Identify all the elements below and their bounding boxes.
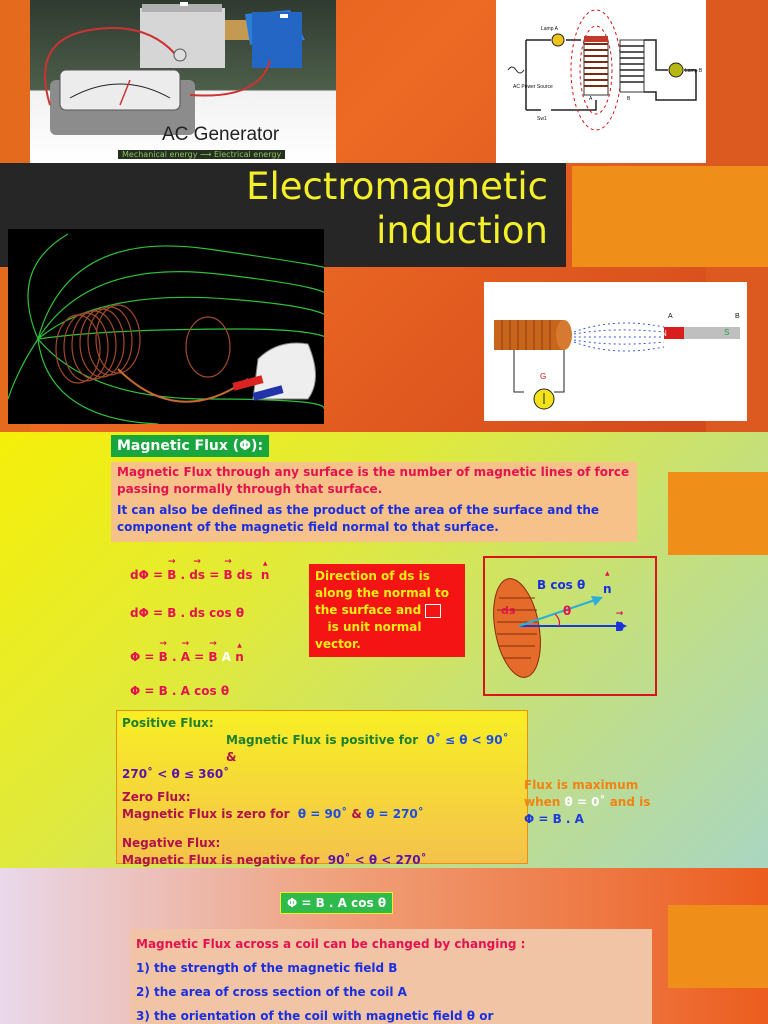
- list-item-text: 3) the orientation of the coil with magnetic field θ: [136, 1009, 476, 1023]
- direction-note-line1: Direction of ds is along the normal to the surface and: [315, 569, 449, 617]
- ac-generator-subcaption: Mechanical energy ⟶ Electrical energy: [118, 150, 285, 159]
- equation-2: dΦ = B . ds cos θ: [130, 606, 245, 620]
- zero-amp: &: [351, 807, 362, 821]
- zero-flux-title: Zero Flux:: [122, 790, 191, 804]
- theta-label: θ: [563, 604, 572, 618]
- negative-flux-title: Negative Flux:: [122, 836, 221, 850]
- negative-flux-line: [122, 852, 522, 868]
- b-vector-label: → B: [615, 620, 624, 634]
- magnet-s-label: S: [724, 328, 730, 337]
- equation-4: Φ = B . A cos θ: [130, 684, 230, 698]
- coil-label-b: B: [735, 313, 740, 320]
- flux-max-line1: Flux is maximum: [524, 778, 639, 792]
- orange-accent-block: [668, 905, 768, 988]
- flux-formula-badge: Φ = B . A cos θ: [280, 892, 393, 914]
- title-line-2: induction: [376, 209, 548, 252]
- unit-normal-symbol: [425, 604, 441, 618]
- slide-flux-change: [0, 868, 768, 1024]
- bcos-label: B cos θ: [537, 578, 586, 592]
- positive-flux-line: [122, 732, 522, 766]
- positive-amp: &: [226, 750, 237, 764]
- magnetic-field-image: [8, 229, 324, 424]
- positive-flux-title: Positive Flux:: [122, 716, 214, 730]
- or-word: or: [479, 1009, 494, 1023]
- flux-definition-2: It can also be defined as the product of the area of the surface and the component of the magnetic field normal to that surface.: [117, 503, 600, 534]
- flux-definition-1: Magnetic Flux through any surface is the number of magnetic lines of force passing normally through that surface.: [117, 465, 630, 496]
- flux-change-list: [130, 929, 652, 1024]
- flux-change-intro: Magnetic Flux across a coil can be changed by changing :: [136, 937, 526, 951]
- positive-range-2: 270˚ < θ ≤ 360˚: [122, 767, 230, 781]
- zero-value-1: θ = 90˚: [297, 807, 348, 821]
- lamp-a-label: Lamp A: [541, 26, 558, 32]
- flux-definition-box: [111, 462, 637, 542]
- direction-note-line2: is unit normal vector.: [315, 620, 422, 651]
- flux-max-formula: Φ = B . A: [524, 812, 584, 826]
- ac-generator-image: [30, 0, 336, 163]
- positive-range-1: 0˚ ≤ θ < 90˚: [426, 733, 509, 747]
- list-item: 2) the area of cross section of the coil A: [136, 985, 407, 999]
- coil-label-a: A: [668, 313, 673, 320]
- flux-max-when: when: [524, 795, 561, 809]
- list-item: [136, 1004, 646, 1024]
- orange-accent-block: [572, 166, 768, 267]
- equation-3: Φ = → B . → A = → B A ▲ n: [130, 650, 244, 664]
- ds-label: ds: [501, 604, 516, 617]
- coil-magnet-image: [484, 282, 747, 421]
- positive-flux-text: Magnetic Flux is positive for: [226, 733, 419, 747]
- list-item: 1) the strength of the magnetic field B: [136, 961, 398, 975]
- zero-flux-text: Magnetic Flux is zero for: [122, 807, 290, 821]
- title-line-1: Electromagnetic: [246, 165, 548, 208]
- lamp-b-label: Lamp B: [685, 68, 703, 74]
- slide-magnetic-flux: [0, 432, 768, 868]
- lamp-circuit-diagram: [496, 0, 706, 163]
- magnet-n-label: N: [661, 329, 667, 338]
- coil-b-label: B: [627, 96, 631, 102]
- flux-vector-diagram: [483, 556, 657, 696]
- negative-range: 90˚ < θ < 270˚: [327, 853, 427, 867]
- lamp-circuit-image: [496, 0, 706, 163]
- zero-value-2: θ = 270˚: [366, 807, 424, 821]
- ac-source-label: AC Power Source: [513, 84, 553, 90]
- negative-flux-text: Magnetic Flux is negative for: [122, 853, 320, 867]
- flux-max-line2: [524, 794, 650, 811]
- equation-1: dΦ = → B . → ds = → B ds ▲ n: [130, 568, 269, 582]
- flux-cases-box: [116, 710, 528, 867]
- switch-label: Sw1: [537, 116, 547, 122]
- galvanometer-label: G: [540, 372, 547, 381]
- coil-magnet-diagram: [484, 282, 747, 421]
- flux-max-andis: and is: [609, 795, 651, 809]
- flux-max-theta: θ = 0˚: [564, 795, 606, 809]
- slide-title: [0, 0, 768, 432]
- field-lines-illustration: [8, 229, 324, 424]
- ac-generator-caption: AC Generator: [162, 124, 280, 145]
- direction-note-box: [309, 564, 465, 657]
- normal-n-label: ▲ n: [603, 578, 612, 597]
- coil-a-label: A: [589, 96, 593, 102]
- flux-max-note: [524, 777, 650, 828]
- magnetic-flux-heading: Magnetic Flux (Φ):: [111, 435, 269, 457]
- orange-accent-block: [668, 472, 768, 555]
- zero-flux-line: [122, 806, 522, 823]
